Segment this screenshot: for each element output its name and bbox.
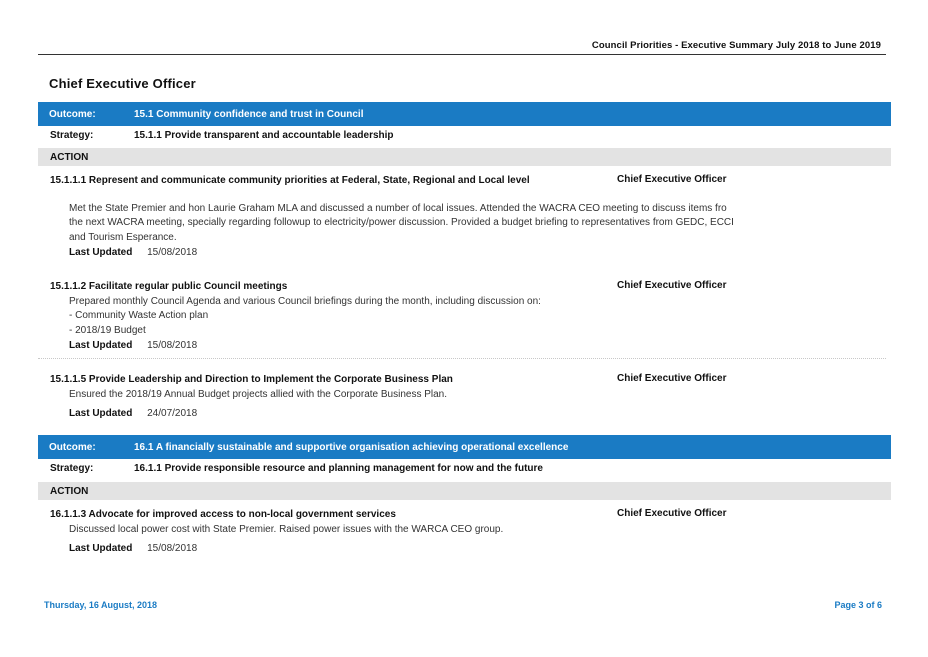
action-label: ACTION (50, 152, 89, 163)
action-item-owner: Chief Executive Officer (617, 280, 727, 291)
description-line: Discussed local power cost with State Premier. Raised power issues with the WARCA CEO group. (69, 524, 504, 535)
last-updated-date: 24/07/2018 (147, 408, 198, 419)
strategy-value: 16.1.1 Provide responsible resource and planning management for now and the future (134, 463, 543, 474)
action-item-description (69, 523, 809, 537)
description-line: Prepared monthly Council Agenda and various Council briefings during the month, including discussion on: (69, 296, 541, 307)
last-updated (69, 543, 197, 554)
strategy-row (38, 459, 891, 479)
strategy-label: Strategy: (50, 463, 94, 474)
strategy-row (38, 126, 891, 146)
last-updated-date: 15/08/2018 (147, 543, 198, 554)
last-updated-label: Last Updated (69, 408, 133, 419)
section-title: Chief Executive Officer (49, 76, 196, 91)
action-item-title: 15.1.1.5 Provide Leadership and Direction to Implement the Corporate Business Plan (50, 374, 453, 385)
strategy-label: Strategy: (50, 130, 94, 141)
description-line: - Community Waste Action plan (69, 310, 209, 322)
action-header (38, 148, 891, 166)
header-divider (38, 54, 886, 55)
footer-date: Thursday, 16 August, 2018 (44, 600, 158, 610)
report-header-title: Council Priorities - Executive Summary July 2018 to June 2019 (591, 40, 881, 51)
last-updated (69, 408, 197, 419)
last-updated-date: 15/08/2018 (147, 340, 198, 351)
last-updated (69, 247, 197, 258)
outcome-label: Outcome: (49, 109, 96, 120)
strategy-value: 15.1.1 Provide transparent and accountable leadership (134, 130, 394, 141)
outcome-value: 15.1 Community confidence and trust in Council (134, 109, 364, 120)
action-header (38, 482, 891, 500)
outcome-bar (38, 102, 891, 126)
last-updated-label: Last Updated (69, 340, 133, 351)
action-item-description (69, 202, 809, 245)
action-item-owner: Chief Executive Officer (617, 373, 727, 384)
description-line: Ensured the 2018/19 Annual Budget projects allied with the Corporate Business Plan. (69, 389, 448, 400)
outcome-value: 16.1 A financially sustainable and supportive organisation achieving operational excellence (134, 442, 569, 453)
action-item-description (69, 388, 809, 402)
description-line: and Tourism Esperance. (69, 231, 177, 243)
page-number: Page 3 of 6 (834, 600, 882, 610)
description-line: the next WACRA meeting, specially regarding followup to electricity/power discussion. Provided a budget briefing to representatives from GEDC, ECCI (69, 217, 734, 229)
action-label: ACTION (50, 486, 89, 497)
action-item-title: 15.1.1.2 Facilitate regular public Council meetings (50, 281, 288, 292)
action-item-owner: Chief Executive Officer (617, 508, 727, 519)
action-item-title: 15.1.1.1 Represent and communicate community priorities at Federal, State, Regional and Local level (50, 175, 530, 186)
last-updated-date: 15/08/2018 (147, 247, 198, 258)
item-separator (38, 358, 886, 359)
outcome-label: Outcome: (49, 442, 96, 453)
last-updated (69, 340, 197, 351)
last-updated-label: Last Updated (69, 247, 133, 258)
action-item-description (69, 295, 809, 338)
action-item-owner: Chief Executive Officer (617, 174, 727, 185)
description-line: - 2018/19 Budget (69, 324, 146, 336)
description-line: Met the State Premier and hon Laurie Graham MLA and discussed a number of local issues. Attended the WACRA CEO meeting to discuss items fro (69, 203, 727, 214)
outcome-bar (38, 435, 891, 459)
last-updated-label: Last Updated (69, 543, 133, 554)
action-item-title: 16.1.1.3 Advocate for improved access to non-local government services (50, 509, 396, 520)
